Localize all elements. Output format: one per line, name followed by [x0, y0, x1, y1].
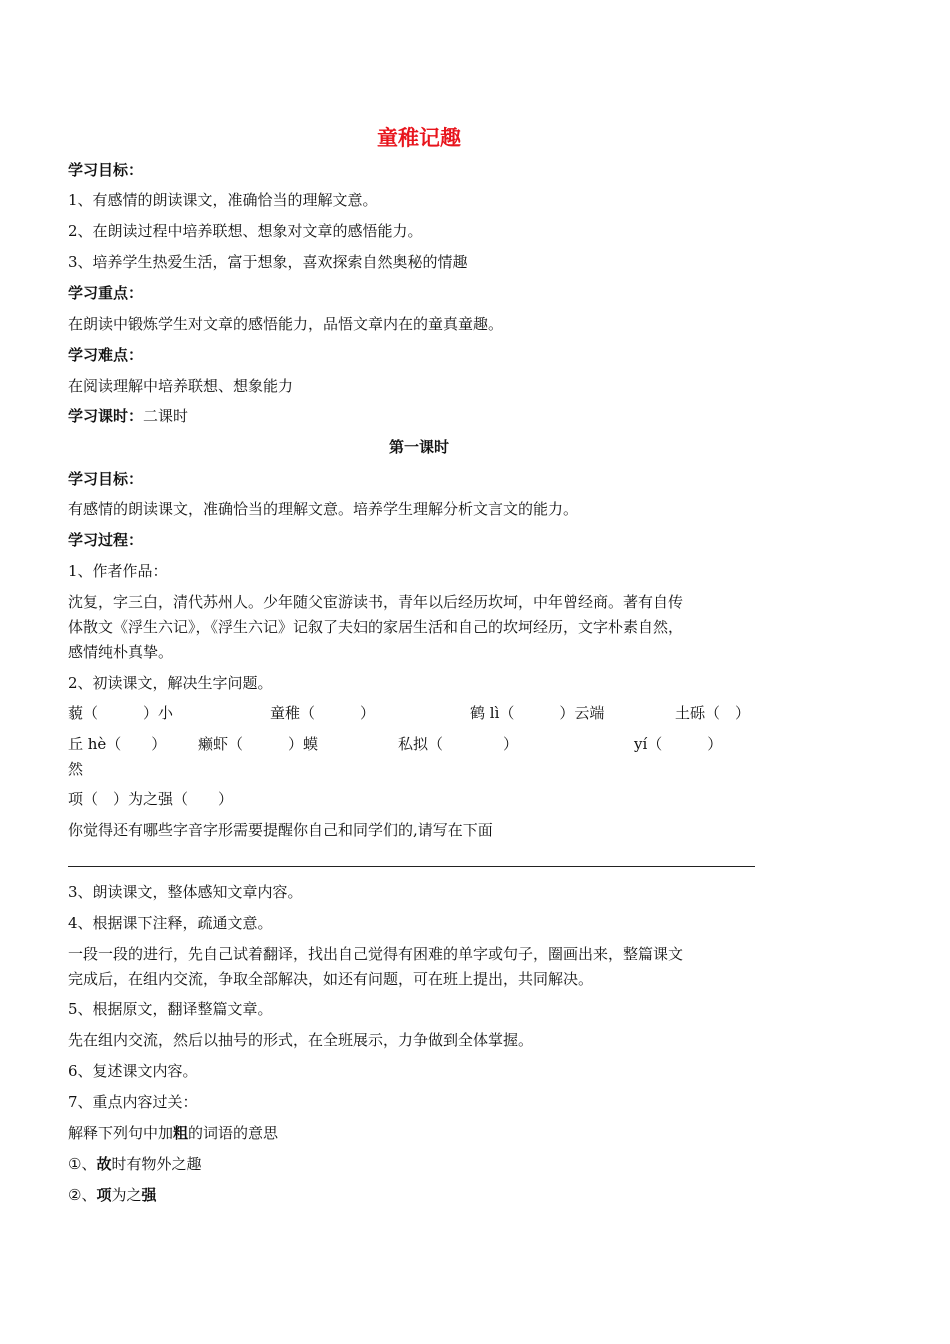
- question-number: ②、: [68, 1186, 97, 1204]
- question-bold-word: 故: [96, 1155, 112, 1173]
- vocab-item: 私拟（ ）: [398, 735, 519, 753]
- step-3: 3、朗读课文，整体感知文章内容。: [68, 883, 303, 901]
- vocab-item: yí（ ）: [634, 735, 723, 753]
- vocab-item: 藐（ ）小: [68, 704, 174, 722]
- vocab-item: 童稚（ ）: [270, 704, 376, 722]
- focus-heading: 学习重点：: [68, 284, 144, 302]
- goal-2: 2、在朗读过程中培养联想、想象对文章的感悟能力。: [68, 222, 423, 240]
- question-item-1: [68, 1154, 201, 1174]
- difficulty-text: 在阅读理解中培养联想、想象能力: [68, 377, 294, 395]
- step-4-line-1: 一段一段的进行，先自己试着翻译，找出自己觉得有困难的单字或句子，圈画出来，整篇课文: [68, 945, 684, 963]
- lesson-heading: 第一课时: [388, 438, 449, 456]
- explain-bold: 粗: [173, 1124, 189, 1142]
- explain-suffix: 的词语的意思: [188, 1124, 279, 1142]
- hours-line: [68, 406, 188, 426]
- page-title: 童稚记趣: [377, 126, 461, 150]
- step-5: 5、根据原文，翻译整篇文章。: [68, 1000, 273, 1018]
- hours-label: 学习课时：: [68, 407, 144, 425]
- vocab-prompt: 你觉得还有哪些字音字形需要提醒你自己和同学们的,请写在下面: [68, 821, 493, 839]
- author-line-2: 体散文《浮生六记》，《浮生六记》记叙了夫妇的家居生活和自己的坎坷经历，文字朴素自然，: [68, 618, 684, 636]
- vocab-row-3: 项（ ）为之强（ ）: [68, 790, 234, 808]
- question-item-2: [68, 1185, 157, 1205]
- step-7: 7、重点内容过关：: [68, 1093, 198, 1111]
- lesson-goals-text: 有感情的朗读课文，准确恰当的理解文意。培养学生理解分析文言文的能力。: [68, 500, 579, 518]
- step-6: 6、复述课文内容。: [68, 1062, 198, 1080]
- step-1: 1、作者作品：: [68, 562, 168, 580]
- difficulty-heading: 学习难点：: [68, 346, 144, 364]
- step-4: 4、根据课下注释，疏通文意。: [68, 914, 273, 932]
- lesson-goals-heading: 学习目标：: [68, 470, 144, 488]
- vocab-item: 鹤 lì（ ）云端: [470, 704, 605, 722]
- author-line-3: 感情纯朴真挚。: [68, 643, 174, 661]
- step-5-text: 先在组内交流，然后以抽号的形式，在全班展示，力争做到全体掌握。: [68, 1031, 534, 1049]
- vocab-item: 丘 hè（ ）: [68, 735, 167, 753]
- vocab-item: 土砾（ ）: [675, 704, 751, 722]
- goal-3: 3、培养学生热爱生活，富于想象，喜欢探索自然奥秘的情趣: [68, 253, 468, 271]
- answer-line[interactable]: [68, 866, 755, 867]
- author-line-1: 沈复，字三白，清代苏州人。少年随父宦游读书，青年以后经历坎坷，中年曾经商。著有自传: [68, 593, 684, 611]
- question-bold-word-2: 强: [141, 1186, 157, 1204]
- focus-text: 在朗读中锻炼学生对文章的感悟能力，品悟文章内在的童真童趣。: [68, 315, 504, 333]
- vocab-item: 癞虾（ ）蟆: [198, 735, 319, 753]
- step-2: 2、初读课文，解决生字问题。: [68, 674, 273, 692]
- hours-value: 二课时: [143, 407, 189, 425]
- question-number: ①、: [68, 1155, 97, 1173]
- explain-prefix: 解释下列句中加: [68, 1124, 174, 1142]
- goal-1: 1、有感情的朗读课文，准确恰当的理解文意。: [68, 191, 378, 209]
- question-rest: 时有物外之趣: [111, 1155, 202, 1173]
- goals-heading: 学习目标：: [68, 161, 144, 179]
- explain-instruction: [68, 1123, 278, 1143]
- process-heading: 学习过程：: [68, 531, 144, 549]
- question-rest: 为之: [111, 1186, 142, 1204]
- step-4-line-2: 完成后，在组内交流，争取全部解决，如还有问题，可在班上提出，共同解决。: [68, 970, 594, 988]
- question-bold-word: 项: [96, 1186, 112, 1204]
- vocab-wrap: 然: [68, 760, 84, 778]
